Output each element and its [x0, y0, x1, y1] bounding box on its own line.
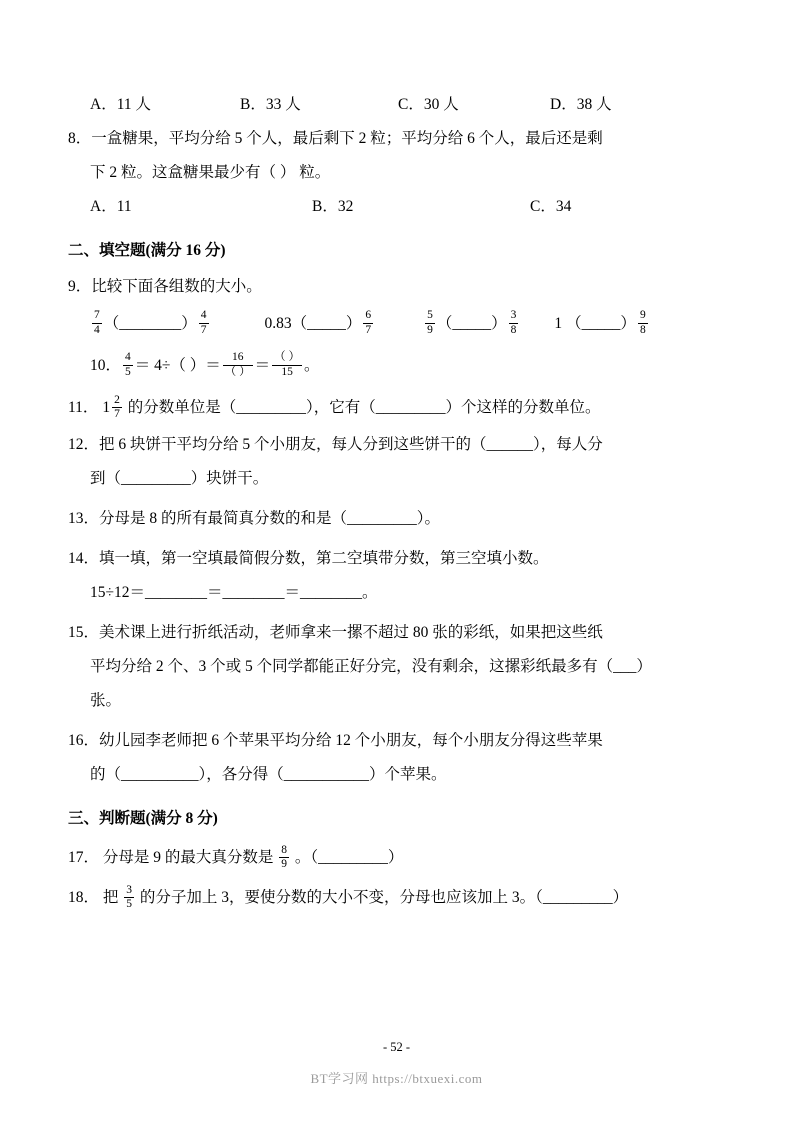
q17-prefix: 17．: [68, 849, 100, 867]
fraction-5-9: $\frac{5}{9}$: [427, 309, 433, 336]
q9-decimal-083: 0.83: [264, 315, 292, 332]
q14-line-2: 15÷12＝________＝________＝________。: [90, 584, 378, 602]
q7-option-d: D．38 人: [550, 96, 612, 113]
q7-option-b: B．33 人: [240, 96, 301, 113]
fraction-3-8: $\frac{3}{8}$: [510, 309, 517, 336]
q7-option-a: A．11 人: [90, 96, 151, 113]
q12-line-1: 12．把 6 块饼干平均分给 5 个小朋友，每人分到这些饼干的（______），每人分: [68, 436, 603, 454]
fraction-9-8: $\frac{9}{8}$: [639, 309, 646, 336]
q18-prefix: 18．: [68, 889, 100, 907]
q15-line-2: 平均分给 2 个、3 个或 5 个同学都能正好分完，没有剩余，这摞彩纸最多有（___）: [90, 658, 652, 676]
q9-item-1: [90, 304, 211, 344]
page-number: - 52 -: [382, 1040, 411, 1054]
q18-text-after: 的分子加上 3，要使分数的大小不变，分母也应该加上 3。（_________）: [139, 889, 629, 907]
section-heading-true-false: 三、判断题(满分 8 分): [68, 810, 218, 828]
q13-line-1: 13．分母是 8 的所有最简真分数的和是（_________）。: [68, 510, 441, 528]
q9-item-3: [423, 304, 520, 344]
q10-prefix: 10．: [90, 357, 122, 374]
q16-line-2: 的（__________），各分得（___________）个苹果。: [90, 766, 447, 784]
q18-line: [68, 878, 728, 918]
q8-option-c: C．34: [530, 198, 572, 215]
q9-blank-1: （________）: [103, 315, 197, 332]
fraction-8-9: $\frac{8}{9}$: [281, 844, 288, 871]
q10-eq-2: ＝: [254, 357, 271, 374]
fraction-4-7: $\frac{4}{7}$: [200, 309, 207, 336]
q18-text-before: 把: [102, 889, 119, 907]
q11-prefix: 11．: [68, 399, 99, 416]
q8-line-1: 8．一盒糖果，平均分给 5 个人，最后剩下 2 粒；平均分给 6 个人，最后还是剩: [68, 130, 603, 147]
watermark-text: BT学习网 https://btxuexi.com: [310, 1071, 483, 1086]
q8-options-row: [68, 190, 728, 224]
q15-line-1: 15．美术课上进行折纸活动，老师拿来一摞不超过 80 张的彩纸，如果把这些纸: [68, 624, 603, 642]
section-heading-fill-in-blank: 二、填空题(满分 16 分): [68, 242, 226, 259]
q9-number-1: 1: [554, 315, 563, 332]
q9-blank-2: （_____）: [291, 315, 362, 332]
mixed-number-1-2-7: 1 $\frac{2}{7}$: [102, 394, 120, 421]
q8-option-b: B．32: [312, 198, 354, 215]
q10-suffix: 。: [304, 357, 320, 374]
q12-line-2: 到（_________）块饼干。: [90, 470, 269, 488]
q11-text: 的分数单位是（_________），它有（_________）个这样的分数单位。: [127, 399, 601, 416]
page-content: [68, 88, 728, 918]
q15-line-3: 张。: [90, 692, 122, 710]
q9-item-2: [265, 304, 376, 344]
fraction-2-7: $\frac{2}{7}$: [114, 394, 120, 421]
q9-item-4: [554, 304, 649, 344]
fraction-7-4: $\frac{7}{4}$: [94, 309, 100, 336]
q17-line: [68, 838, 728, 878]
q7-options-row: [68, 88, 728, 122]
q17-text-after: 。（_________）: [294, 849, 404, 867]
q16-line-1: 16．幼儿园李老师把 6 个苹果平均分给 12 个小朋友，每个小朋友分得这些苹果: [68, 732, 603, 750]
q10-eq-1: ＝ 4÷（ ）＝: [134, 357, 221, 374]
fraction-6-7: $\frac{6}{7}$: [365, 309, 372, 336]
fraction-3-5: $\frac{3}{5}$: [126, 884, 133, 911]
q9-blank-4: （_____）: [566, 315, 636, 332]
q11-line: [68, 388, 728, 428]
q9-blank-3: （_____）: [436, 315, 507, 332]
q7-option-c: C．30 人: [398, 96, 459, 113]
q9-stem: 9．比较下面各组数的大小。: [68, 278, 262, 295]
q14-line-1: 14．填一填，第一空填最简假分数，第二空填带分数，第三空填小数。: [68, 550, 549, 568]
q8-option-a: A．11: [90, 198, 132, 215]
fraction-4-5: $\frac{4}{5}$: [125, 351, 131, 378]
fraction-blank-15: $\frac{( )}{15}$: [274, 351, 301, 378]
q8-line-2: 下 2 粒。这盒糖果最少有（ ） 粒。: [90, 164, 331, 181]
q10-line: [68, 344, 728, 388]
fraction-16-blank: $\frac{16}{( )}$: [224, 351, 251, 378]
q17-text-before: 分母是 9 的最大真分数是: [102, 849, 274, 867]
q9-comparison-row: [68, 304, 728, 344]
